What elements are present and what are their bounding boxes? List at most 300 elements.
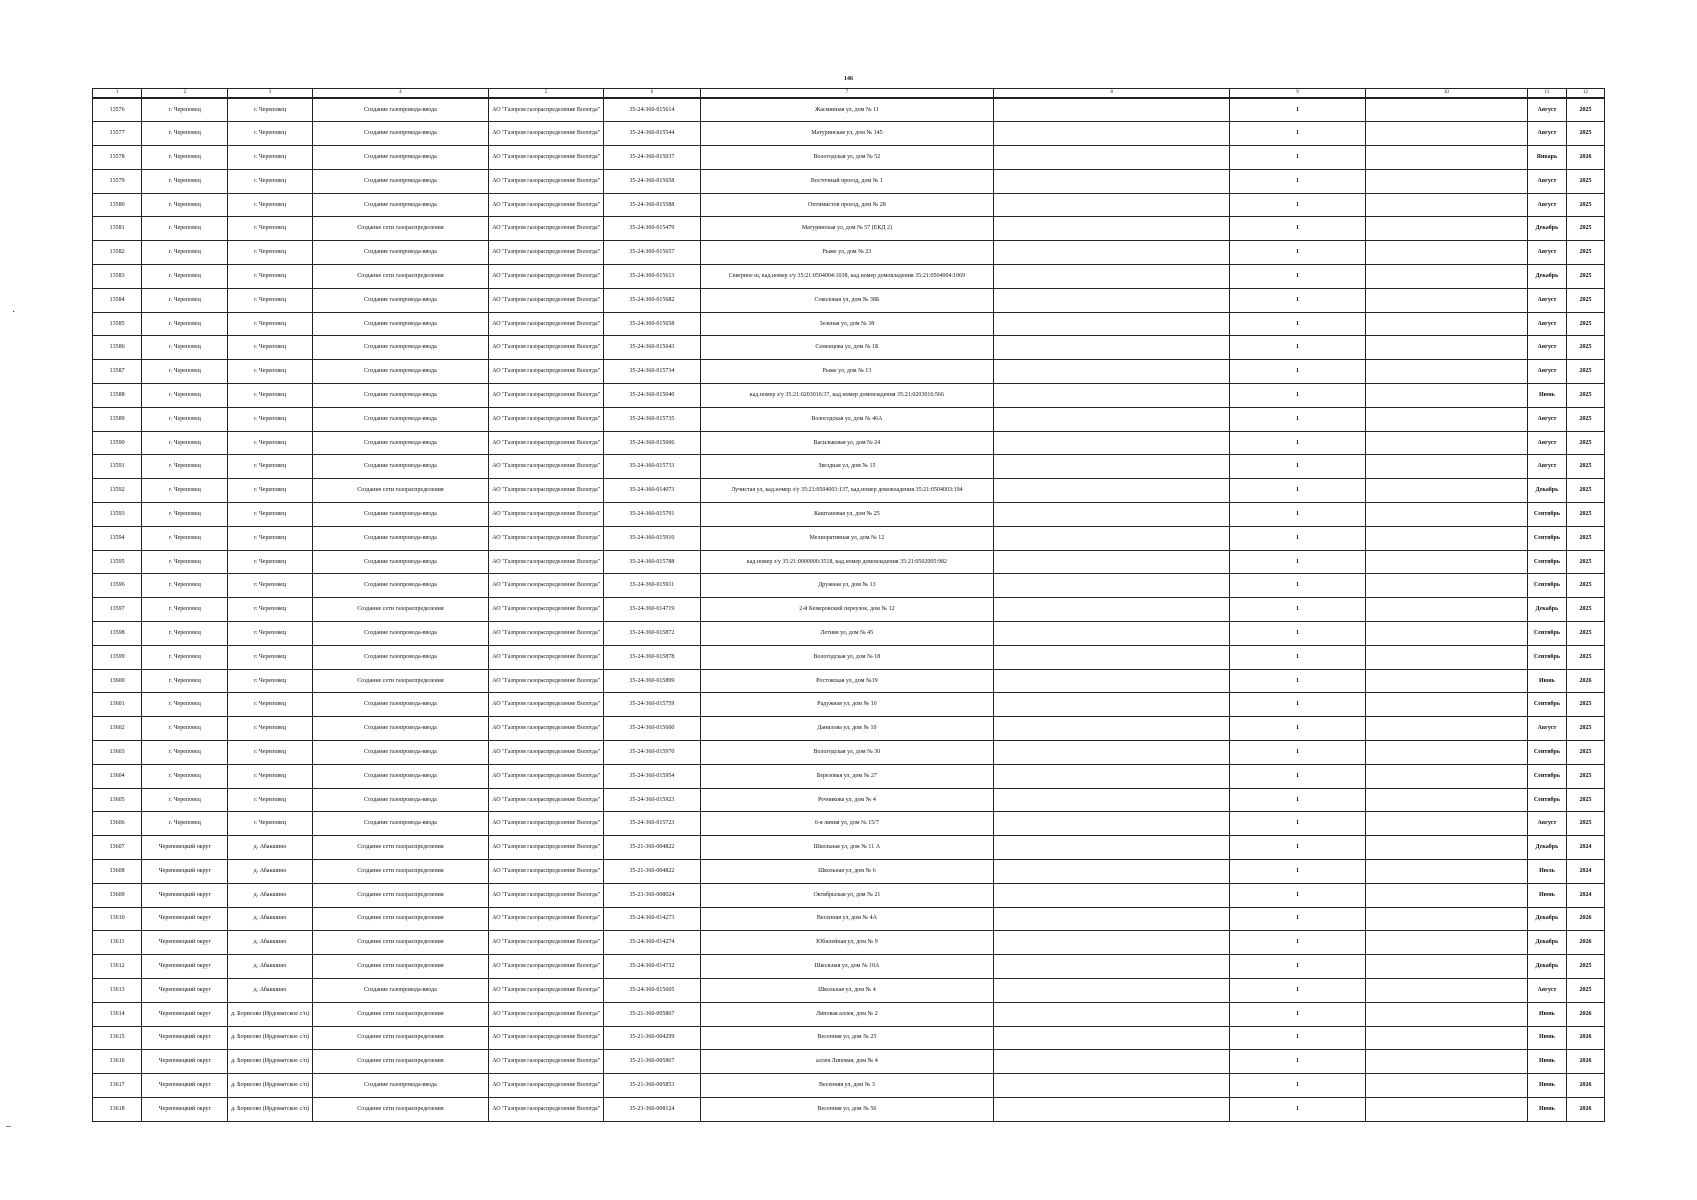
row-number-cell: 13606 xyxy=(93,812,142,836)
object-code-cell: 35-24-360-015613 xyxy=(604,265,700,289)
quantity-cell: 1 xyxy=(1230,1074,1365,1098)
object-code-cell: 35-24-360-014732 xyxy=(604,955,700,979)
object-code-cell: 35-24-360-015954 xyxy=(604,764,700,788)
column-8-cell xyxy=(994,98,1230,122)
column-number: 9 xyxy=(1230,89,1365,99)
column-8-cell xyxy=(994,741,1230,765)
municipality-cell: Череповецкий округ xyxy=(142,1002,228,1026)
quantity-cell: 1 xyxy=(1230,764,1365,788)
work-type-cell: Создание сети газораспределения xyxy=(312,479,489,503)
column-8-cell xyxy=(994,978,1230,1002)
column-10-cell xyxy=(1365,122,1527,146)
organization-cell: АО "Газпром газораспределение Вологда" xyxy=(489,717,604,741)
month-cell: Август xyxy=(1527,455,1566,479)
object-code-cell: 35-24-360-015614 xyxy=(604,98,700,122)
month-cell: Декабрь xyxy=(1527,265,1566,289)
year-cell: 2025 xyxy=(1566,122,1604,146)
address-cell: Весенняя ул, дом № 4А xyxy=(700,907,994,931)
quantity-cell: 1 xyxy=(1230,1002,1365,1026)
work-type-cell: Создание сети газораспределения xyxy=(312,883,489,907)
table-row xyxy=(93,384,1605,408)
month-cell: Декабрь xyxy=(1527,955,1566,979)
year-cell: 2025 xyxy=(1566,288,1604,312)
year-cell: 2025 xyxy=(1566,598,1604,622)
quantity-cell: 1 xyxy=(1230,1050,1365,1074)
year-cell: 2025 xyxy=(1566,98,1604,122)
column-8-cell xyxy=(994,217,1230,241)
year-cell: 2025 xyxy=(1566,479,1604,503)
column-8-cell xyxy=(994,336,1230,360)
municipality-cell: г. Череповец xyxy=(142,146,228,170)
row-number-cell: 13595 xyxy=(93,550,142,574)
column-8-cell xyxy=(994,146,1230,170)
row-number-cell: 13578 xyxy=(93,146,142,170)
object-code-cell: 35-24-360-015723 xyxy=(604,812,700,836)
column-number: 10 xyxy=(1365,89,1527,99)
work-type-cell: Создание сети газораспределения xyxy=(312,955,489,979)
quantity-cell: 1 xyxy=(1230,645,1365,669)
address-cell: Березовая ул, дом № 27 xyxy=(700,764,994,788)
table-row xyxy=(93,336,1605,360)
month-cell: Сентябрь xyxy=(1527,741,1566,765)
year-cell: 2025 xyxy=(1566,645,1604,669)
column-8-cell xyxy=(994,1074,1230,1098)
address-cell: 6-я линия ул, дом № 15/7 xyxy=(700,812,994,836)
column-10-cell xyxy=(1365,978,1527,1002)
year-cell: 2025 xyxy=(1566,788,1604,812)
column-8-cell xyxy=(994,812,1230,836)
address-cell: Звездная ул, дом № 15 xyxy=(700,455,994,479)
municipality-cell: г. Череповец xyxy=(142,407,228,431)
locality-cell: г. Череповец xyxy=(228,193,312,217)
column-number: 5 xyxy=(489,89,604,99)
organization-cell: АО "Газпром газораспределение Вологда" xyxy=(489,550,604,574)
year-cell: 2025 xyxy=(1566,550,1604,574)
organization-cell: АО "Газпром газораспределение Вологда" xyxy=(489,336,604,360)
work-type-cell: Создание сети газораспределения xyxy=(312,669,489,693)
object-code-cell: 35-21-360-004299 xyxy=(604,1026,700,1050)
column-10-cell xyxy=(1365,764,1527,788)
row-number-cell: 13587 xyxy=(93,360,142,384)
address-cell: Васильковая ул, дом № 24 xyxy=(700,431,994,455)
column-10-cell xyxy=(1365,883,1527,907)
work-type-cell: Создание газопровода-ввода xyxy=(312,978,489,1002)
work-type-cell: Создание сети газораспределения xyxy=(312,1097,489,1121)
year-cell: 2025 xyxy=(1566,503,1604,527)
municipality-cell: Череповецкий округ xyxy=(142,860,228,884)
object-code-cell: 35-24-360-015479 xyxy=(604,217,700,241)
organization-cell: АО "Газпром газораспределение Вологда" xyxy=(489,169,604,193)
column-8-cell xyxy=(994,1097,1230,1121)
quantity-cell: 1 xyxy=(1230,812,1365,836)
municipality-cell: г. Череповец xyxy=(142,812,228,836)
column-10-cell xyxy=(1365,812,1527,836)
address-cell: Рыже ул, дом № 13 xyxy=(700,360,994,384)
column-8-cell xyxy=(994,788,1230,812)
year-cell: 2025 xyxy=(1566,764,1604,788)
row-number-cell: 13598 xyxy=(93,622,142,646)
month-cell: Июнь xyxy=(1527,1097,1566,1121)
month-cell: Август xyxy=(1527,978,1566,1002)
locality-cell: д. Борисово (Ирдоматское с/п) xyxy=(228,1097,312,1121)
column-10-cell xyxy=(1365,98,1527,122)
address-cell: Данилова ул, дом № 10 xyxy=(700,717,994,741)
address-cell: Рыже ул, дом № 23 xyxy=(700,241,994,265)
municipality-cell: г. Череповец xyxy=(142,241,228,265)
quantity-cell: 1 xyxy=(1230,98,1365,122)
column-8-cell xyxy=(994,526,1230,550)
locality-cell: д. Абакшино xyxy=(228,883,312,907)
object-code-cell: 35-24-360-015658 xyxy=(604,312,700,336)
work-type-cell: Создание газопровода-ввода xyxy=(312,550,489,574)
work-type-cell: Создание сети газораспределения xyxy=(312,217,489,241)
object-code-cell: 35-24-360-015040 xyxy=(604,384,700,408)
organization-cell: АО "Газпром газораспределение Вологда" xyxy=(489,193,604,217)
row-number-cell: 13612 xyxy=(93,955,142,979)
table-row xyxy=(93,883,1605,907)
locality-cell: д. Борисово (Ирдоматское с/п) xyxy=(228,1002,312,1026)
address-cell: Жасминная ул, дом № 11 xyxy=(700,98,994,122)
column-10-cell xyxy=(1365,836,1527,860)
month-cell: Июнь xyxy=(1527,1050,1566,1074)
column-10-cell xyxy=(1365,241,1527,265)
month-cell: Август xyxy=(1527,288,1566,312)
table-row xyxy=(93,622,1605,646)
table-row xyxy=(93,955,1605,979)
municipality-cell: Череповецкий округ xyxy=(142,907,228,931)
row-number-cell: 13593 xyxy=(93,503,142,527)
table-row xyxy=(93,526,1605,550)
column-10-cell xyxy=(1365,407,1527,431)
column-8-cell xyxy=(994,622,1230,646)
object-code-cell: 35-24-360-015910 xyxy=(604,526,700,550)
address-cell: Октябрьская ул, дом № 21 xyxy=(700,883,994,907)
month-cell: Сентябрь xyxy=(1527,503,1566,527)
column-8-cell xyxy=(994,883,1230,907)
month-cell: Август xyxy=(1527,169,1566,193)
quantity-cell: 1 xyxy=(1230,860,1365,884)
column-number: 4 xyxy=(312,89,489,99)
year-cell: 2025 xyxy=(1566,169,1604,193)
organization-cell: АО "Газпром газораспределение Вологда" xyxy=(489,1097,604,1121)
locality-cell: г. Череповец xyxy=(228,526,312,550)
work-type-cell: Создание газопровода-ввода xyxy=(312,193,489,217)
quantity-cell: 1 xyxy=(1230,978,1365,1002)
column-number: 6 xyxy=(604,89,700,99)
month-cell: Сентябрь xyxy=(1527,693,1566,717)
organization-cell: АО "Газпром газораспределение Вологда" xyxy=(489,693,604,717)
column-10-cell xyxy=(1365,1050,1527,1074)
work-type-cell: Создание газопровода-ввода xyxy=(312,407,489,431)
row-number-cell: 13602 xyxy=(93,717,142,741)
year-cell: 2025 xyxy=(1566,717,1604,741)
quantity-cell: 1 xyxy=(1230,336,1365,360)
object-code-cell: 35-24-360-015735 xyxy=(604,407,700,431)
column-8-cell xyxy=(994,1026,1230,1050)
organization-cell: АО "Газпром газораспределение Вологда" xyxy=(489,812,604,836)
work-type-cell: Создание газопровода-ввода xyxy=(312,169,489,193)
locality-cell: г. Череповец xyxy=(228,788,312,812)
column-8-cell xyxy=(994,241,1230,265)
locality-cell: г. Череповец xyxy=(228,693,312,717)
row-number-cell: 13580 xyxy=(93,193,142,217)
column-8-cell xyxy=(994,717,1230,741)
row-number-cell: 13582 xyxy=(93,241,142,265)
column-10-cell xyxy=(1365,312,1527,336)
organization-cell: АО "Газпром газораспределение Вологда" xyxy=(489,622,604,646)
work-type-cell: Создание газопровода-ввода xyxy=(312,360,489,384)
table-row xyxy=(93,717,1605,741)
column-8-cell xyxy=(994,312,1230,336)
month-cell: Сентябрь xyxy=(1527,645,1566,669)
year-cell: 2025 xyxy=(1566,193,1604,217)
month-cell: Декабрь xyxy=(1527,931,1566,955)
table-row xyxy=(93,503,1605,527)
work-type-cell: Создание газопровода-ввода xyxy=(312,455,489,479)
quantity-cell: 1 xyxy=(1230,193,1365,217)
object-code-cell: 35-24-360-015878 xyxy=(604,645,700,669)
municipality-cell: г. Череповец xyxy=(142,693,228,717)
organization-cell: АО "Газпром газораспределение Вологда" xyxy=(489,978,604,1002)
municipality-cell: г. Череповец xyxy=(142,645,228,669)
object-code-cell: 35-24-360-014719 xyxy=(604,598,700,622)
locality-cell: д. Абакшино xyxy=(228,978,312,1002)
locality-cell: д. Абакшино xyxy=(228,955,312,979)
object-code-cell: 35-24-360-015605 xyxy=(604,978,700,1002)
municipality-cell: Череповецкий округ xyxy=(142,1097,228,1121)
quantity-cell: 1 xyxy=(1230,693,1365,717)
object-code-cell: 35-24-360-014073 xyxy=(604,479,700,503)
address-cell: Соколовая ул, дом № 38Б xyxy=(700,288,994,312)
column-8-cell xyxy=(994,907,1230,931)
municipality-cell: Череповецкий округ xyxy=(142,978,228,1002)
column-10-cell xyxy=(1365,1097,1527,1121)
year-cell: 2025 xyxy=(1566,455,1604,479)
organization-cell: АО "Газпром газораспределение Вологда" xyxy=(489,574,604,598)
address-cell: Речникова ул, дом № 4 xyxy=(700,788,994,812)
organization-cell: АО "Газпром газораспределение Вологда" xyxy=(489,1050,604,1074)
row-number-cell: 13591 xyxy=(93,455,142,479)
column-8-cell xyxy=(994,645,1230,669)
column-10-cell xyxy=(1365,598,1527,622)
year-cell: 2026 xyxy=(1566,1050,1604,1074)
column-8-cell xyxy=(994,1050,1230,1074)
municipality-cell: г. Череповец xyxy=(142,598,228,622)
year-cell: 2025 xyxy=(1566,574,1604,598)
municipality-cell: г. Череповец xyxy=(142,312,228,336)
quantity-cell: 1 xyxy=(1230,384,1365,408)
work-type-cell: Создание газопровода-ввода xyxy=(312,788,489,812)
row-number-cell: 13610 xyxy=(93,907,142,931)
column-8-cell xyxy=(994,955,1230,979)
month-cell: Июнь xyxy=(1527,1074,1566,1098)
quantity-cell: 1 xyxy=(1230,360,1365,384)
locality-cell: г. Череповец xyxy=(228,764,312,788)
column-10-cell xyxy=(1365,669,1527,693)
work-type-cell: Создание газопровода-ввода xyxy=(312,241,489,265)
object-code-cell: 35-24-360-015899 xyxy=(604,669,700,693)
address-cell: Матуринская ул, дом № 57 (ЕКД 2) xyxy=(700,217,994,241)
month-cell: Август xyxy=(1527,122,1566,146)
work-type-cell: Создание газопровода-ввода xyxy=(312,122,489,146)
table-row xyxy=(93,407,1605,431)
row-number-cell: 13618 xyxy=(93,1097,142,1121)
quantity-cell: 1 xyxy=(1230,146,1365,170)
work-type-cell: Создание газопровода-ввода xyxy=(312,312,489,336)
organization-cell: АО "Газпром газораспределение Вологда" xyxy=(489,907,604,931)
object-code-cell: 35-24-360-015733 xyxy=(604,455,700,479)
year-cell: 2025 xyxy=(1566,265,1604,289)
month-cell: Июнь xyxy=(1527,384,1566,408)
table-row xyxy=(93,288,1605,312)
year-cell: 2025 xyxy=(1566,384,1604,408)
locality-cell: г. Череповец xyxy=(228,336,312,360)
municipality-cell: Череповецкий округ xyxy=(142,883,228,907)
locality-cell: г. Череповец xyxy=(228,431,312,455)
organization-cell: АО "Газпром газораспределение Вологда" xyxy=(489,122,604,146)
table-row xyxy=(93,217,1605,241)
column-10-cell xyxy=(1365,455,1527,479)
municipality-cell: Череповецкий округ xyxy=(142,931,228,955)
table-row xyxy=(93,812,1605,836)
month-cell: Август xyxy=(1527,431,1566,455)
locality-cell: д. Борисово (Ирдоматское с/п) xyxy=(228,1074,312,1098)
month-cell: Сентябрь xyxy=(1527,788,1566,812)
column-number: 7 xyxy=(700,89,994,99)
address-cell: Летняя ул, дом № 45 xyxy=(700,622,994,646)
year-cell: 2025 xyxy=(1566,812,1604,836)
quantity-cell: 1 xyxy=(1230,788,1365,812)
column-number: 3 xyxy=(228,89,312,99)
work-type-cell: Создание газопровода-ввода xyxy=(312,693,489,717)
locality-cell: г. Череповец xyxy=(228,312,312,336)
column-10-cell xyxy=(1365,741,1527,765)
year-cell: 2024 xyxy=(1566,860,1604,884)
year-cell: 2026 xyxy=(1566,1097,1604,1121)
column-8-cell xyxy=(994,479,1230,503)
locality-cell: г. Череповец xyxy=(228,265,312,289)
row-number-cell: 13616 xyxy=(93,1050,142,1074)
municipality-cell: г. Череповец xyxy=(142,550,228,574)
organization-cell: АО "Газпром газораспределение Вологда" xyxy=(489,288,604,312)
work-type-cell: Создание газопровода-ввода xyxy=(312,645,489,669)
quantity-cell: 1 xyxy=(1230,265,1365,289)
object-code-cell: 35-24-360-015588 xyxy=(604,193,700,217)
table-row xyxy=(93,98,1605,122)
object-code-cell: 35-24-360-015759 xyxy=(604,693,700,717)
work-type-cell: Создание сети газораспределения xyxy=(312,1050,489,1074)
table-row xyxy=(93,360,1605,384)
row-number-cell: 13589 xyxy=(93,407,142,431)
year-cell: 2025 xyxy=(1566,336,1604,360)
municipality-cell: Череповецкий округ xyxy=(142,836,228,860)
row-number-cell: 13592 xyxy=(93,479,142,503)
column-10-cell xyxy=(1365,431,1527,455)
locality-cell: д. Абакшино xyxy=(228,860,312,884)
column-10-cell xyxy=(1365,479,1527,503)
month-cell: Август xyxy=(1527,312,1566,336)
work-type-cell: Создание сети газораспределения xyxy=(312,907,489,931)
quantity-cell: 1 xyxy=(1230,598,1365,622)
locality-cell: д. Абакшино xyxy=(228,836,312,860)
column-8-cell xyxy=(994,407,1230,431)
object-code-cell: 35-24-360-015658 xyxy=(604,169,700,193)
quantity-cell: 1 xyxy=(1230,622,1365,646)
month-cell: Декабрь xyxy=(1527,907,1566,931)
municipality-cell: г. Череповец xyxy=(142,455,228,479)
organization-cell: АО "Газпром газораспределение Вологда" xyxy=(489,860,604,884)
municipality-cell: г. Череповец xyxy=(142,169,228,193)
work-type-cell: Создание сети газораспределения xyxy=(312,265,489,289)
address-cell: Ростовская ул, дом №19 xyxy=(700,669,994,693)
month-cell: Июль xyxy=(1527,860,1566,884)
organization-cell: АО "Газпром газораспределение Вологда" xyxy=(489,265,604,289)
month-cell: Декабрь xyxy=(1527,598,1566,622)
municipality-cell: г. Череповец xyxy=(142,360,228,384)
quantity-cell: 1 xyxy=(1230,955,1365,979)
column-10-cell xyxy=(1365,931,1527,955)
column-10-cell xyxy=(1365,503,1527,527)
year-cell: 2025 xyxy=(1566,431,1604,455)
table-row xyxy=(93,1097,1605,1121)
month-cell: Сентябрь xyxy=(1527,550,1566,574)
object-code-cell: 35-24-360-015872 xyxy=(604,622,700,646)
table-row xyxy=(93,122,1605,146)
year-cell: 2026 xyxy=(1566,669,1604,693)
address-cell: Дружная ул, дом № 13 xyxy=(700,574,994,598)
object-code-cell: 35-24-360-015911 xyxy=(604,574,700,598)
object-code-cell: 35-24-360-015600 xyxy=(604,717,700,741)
table-row xyxy=(93,598,1605,622)
table-row xyxy=(93,1074,1605,1098)
locality-cell: г. Череповец xyxy=(228,146,312,170)
year-cell: 2026 xyxy=(1566,1026,1604,1050)
quantity-cell: 1 xyxy=(1230,241,1365,265)
column-10-cell xyxy=(1365,384,1527,408)
municipality-cell: г. Череповец xyxy=(142,288,228,312)
row-number-cell: 13607 xyxy=(93,836,142,860)
municipality-cell: г. Череповец xyxy=(142,479,228,503)
address-cell: Северное ш, кад.номер з/у 35:21:0504004:1038, кад.номер домовладения 35:21:0504004:1069 xyxy=(700,265,994,289)
municipality-cell: г. Череповец xyxy=(142,193,228,217)
year-cell: 2025 xyxy=(1566,526,1604,550)
year-cell: 2026 xyxy=(1566,931,1604,955)
row-number-cell: 13599 xyxy=(93,645,142,669)
row-number-cell: 13584 xyxy=(93,288,142,312)
locality-cell: г. Череповец xyxy=(228,360,312,384)
organization-cell: АО "Газпром газораспределение Вологда" xyxy=(489,479,604,503)
quantity-cell: 1 xyxy=(1230,550,1365,574)
locality-cell: г. Череповец xyxy=(228,122,312,146)
work-type-cell: Создание сети газораспределения xyxy=(312,1002,489,1026)
month-cell: Декабрь xyxy=(1527,217,1566,241)
column-10-cell xyxy=(1365,622,1527,646)
address-cell: Семенцова ул, дом № 1Б xyxy=(700,336,994,360)
month-cell: Сентябрь xyxy=(1527,526,1566,550)
municipality-cell: Череповецкий округ xyxy=(142,1074,228,1098)
organization-cell: АО "Газпром газораспределение Вологда" xyxy=(489,598,604,622)
column-10-cell xyxy=(1365,265,1527,289)
locality-cell: г. Череповец xyxy=(228,598,312,622)
municipality-cell: г. Череповец xyxy=(142,717,228,741)
row-number-cell: 13609 xyxy=(93,883,142,907)
municipality-cell: г. Череповец xyxy=(142,217,228,241)
quantity-cell: 1 xyxy=(1230,883,1365,907)
column-8-cell xyxy=(994,1002,1230,1026)
organization-cell: АО "Газпром газораспределение Вологда" xyxy=(489,931,604,955)
row-number-cell: 13576 xyxy=(93,98,142,122)
work-type-cell: Создание сети газораспределения xyxy=(312,860,489,884)
